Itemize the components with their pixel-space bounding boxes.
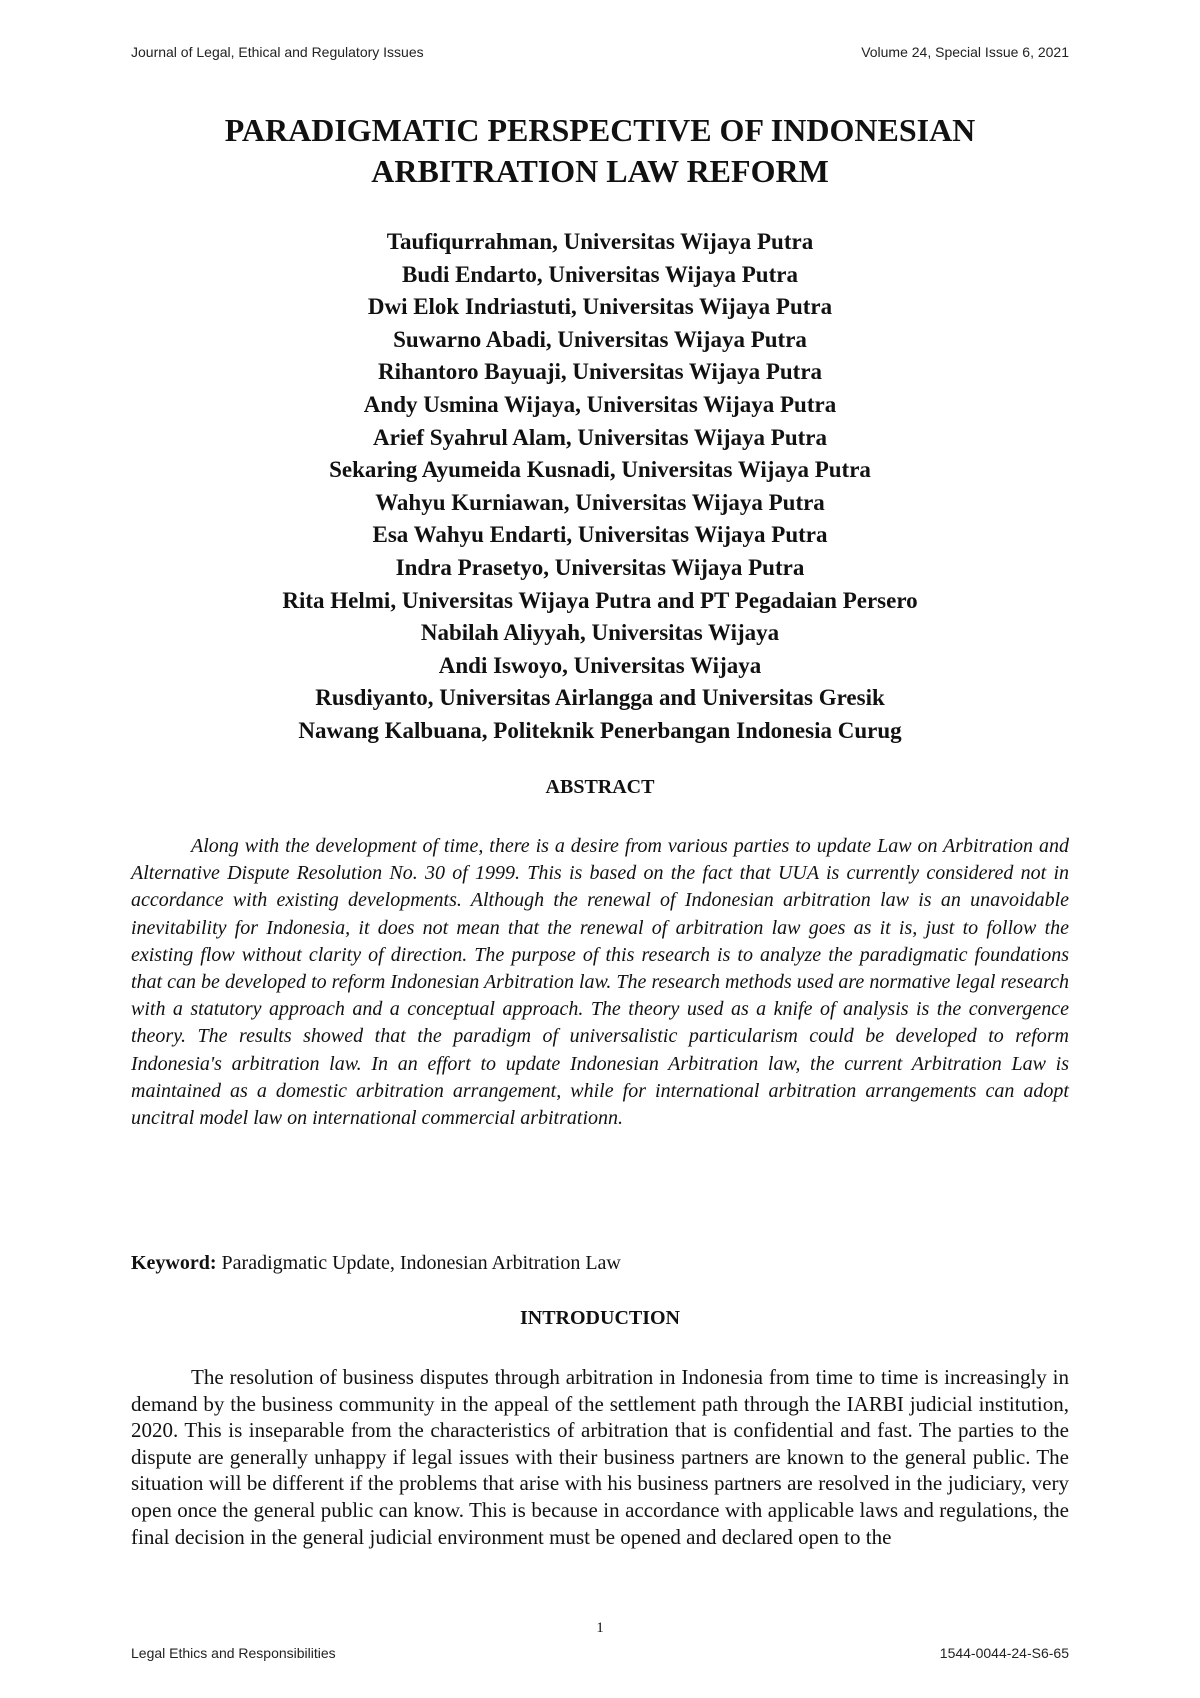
- author-line: Nawang Kalbuana, Politeknik Penerbangan Indonesia Curug: [298, 717, 902, 743]
- author-line: Andi Iswoyo, Universitas Wijaya: [438, 652, 762, 678]
- introduction-heading: INTRODUCTION: [519, 1307, 681, 1329]
- author-line: Wahyu Kurniawan, Universitas Wijaya Putra: [375, 489, 825, 515]
- keyword-label: Keyword:: [131, 1252, 217, 1274]
- footer-section: Legal Ethics and Responsibilities: [131, 1645, 336, 1661]
- journal-name: Journal of Legal, Ethical and Regulatory Issues: [131, 44, 424, 60]
- footer-article-id: 1544-0044-24-S6-65: [939, 1645, 1069, 1661]
- volume-info: Volume 24, Special Issue 6, 2021: [861, 44, 1069, 60]
- page-number: 1: [596, 1620, 604, 1636]
- paper-title: PARADIGMATIC PERSPECTIVE OF INDONESIAN ARBITRATION LAW REFORM: [224, 112, 976, 189]
- introduction-text: The resolution of business disputes through arbitration in Indonesia from time to time is increasingly in demand by the business community in the appeal of the settlement path through the IARBI judicial institution, 2020. This is inseparable from the characteristics of arbitration that is confidential and fast. The parties to the dispute are generally unhappy if legal issues with their business partners are known to the general public. The situation will be different if the problems that arise with his business partners are resolved in the judiciary, very open once the general public can know. This is because in accordance with applicable laws and regulations, the final decision in the general judicial environment must be opened and declared open to the: [131, 1365, 1069, 1549]
- abstract-text: Along with the development of time, there is a desire from various parties to update Law on Arbitration and Alternative Dispute Resolution No. 30 of 1999. This is based on the fact that UUA is currently considered not in accordance with existing developments. Although the renewal of Indonesian arbitration law is an unavoidable inevitability for Indonesia, it does not mean that the renewal of arbitration law goes as it is, just to follow the existing flow without clarity of direction. The purpose of this research is to analyze the paradigmatic foundations that can be developed to reform Indonesian Arbitration law. The research methods used are normative legal research with a statutory approach and a conceptual approach. The theory used as a knife of analysis is the convergence theory. The results showed that the paradigm of universalistic particularism could be developed to reform Indonesia's arbitration law. In an effort to update Indonesian Arbitration law, the current Arbitration Law is maintained as a domestic arbitration arrangement, while for international arbitration arrangements can adopt uncitral model law on international commercial arbitrationn.: [131, 835, 1069, 1130]
- author-line: Taufiqurrahman, Universitas Wijaya Putra: [386, 229, 814, 254]
- author-line: Andy Usmina Wijaya, Universitas Wijaya Putra: [363, 391, 837, 417]
- author-line: Rihantoro Bayuaji, Universitas Wijaya Putra: [377, 359, 823, 385]
- author-line: Arief Syahrul Alam, Universitas Wijaya Putra: [372, 424, 828, 450]
- running-footer: [131, 1645, 1069, 1661]
- author-line: Budi Endarto, Universitas Wijaya Putra: [402, 261, 798, 287]
- keyword-text: Paradigmatic Update, Indonesian Arbitration Law: [216, 1252, 621, 1274]
- abstract-heading: ABSTRACT: [545, 776, 655, 798]
- author-line: Rita Helmi, Universitas Wijaya Putra and PT Pegadaian Persero: [282, 587, 918, 613]
- author-line: Dwi Elok Indriastuti, Universitas Wijaya Putra: [367, 294, 833, 320]
- author-line: Rusdiyanto, Universitas Airlangga and Universitas Gresik: [315, 685, 885, 711]
- author-line: Suwarno Abadi, Universitas Wijaya Putra: [393, 326, 807, 352]
- author-line: Esa Wahyu Endarti, Universitas Wijaya Putra: [372, 522, 828, 548]
- keyword-line: [131, 1252, 1069, 1275]
- running-header: [131, 44, 1069, 60]
- author-line: Sekaring Ayumeida Kusnadi, Universitas Wijaya Putra: [329, 457, 871, 483]
- author-line: Indra Prasetyo, Universitas Wijaya Putra: [395, 554, 805, 580]
- author-line: Nabilah Aliyyah, Universitas Wijaya: [420, 620, 780, 646]
- author-list: [131, 226, 1069, 748]
